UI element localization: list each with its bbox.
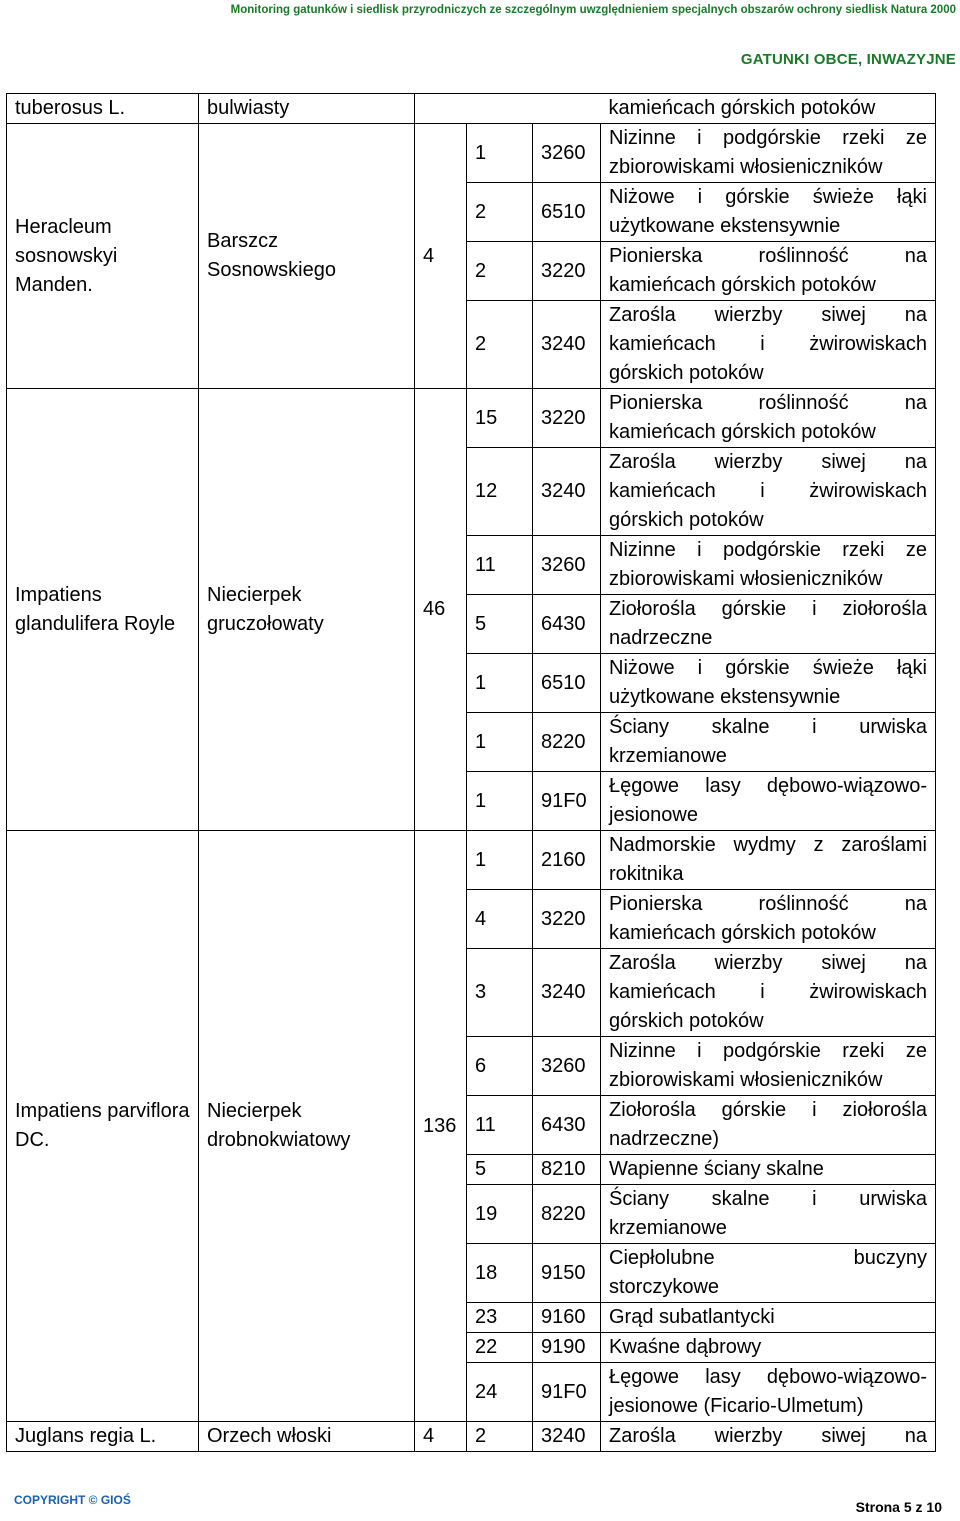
polish-name-cell: bulwiasty	[199, 94, 415, 124]
habitat-cell	[601, 242, 936, 301]
habitat-cell	[601, 1037, 936, 1096]
habitat-cell	[601, 831, 936, 890]
site-count-cell: 22	[467, 1333, 533, 1363]
habitat-line: Ziołorośla górskie i ziołorośla	[609, 598, 927, 620]
habitat-cell	[601, 301, 936, 389]
habitat-cell	[601, 713, 936, 772]
habitat-line: storczykowe	[609, 1276, 720, 1298]
table-row	[7, 124, 936, 183]
habitat-code-cell: 3240	[533, 448, 601, 536]
site-count-cell: 15	[467, 389, 533, 448]
habitat-code-cell: 91F0	[533, 1363, 601, 1422]
habitat-cell	[601, 1422, 936, 1452]
latin-name-cell: Heracleum sosnowskyi Manden.	[7, 124, 199, 389]
habitat-line: zbiorowiskami włosieniczników	[609, 156, 883, 178]
habitat-code-cell: 6430	[533, 595, 601, 654]
habitat-line: użytkowane ekstensywnie	[609, 686, 841, 708]
habitat-line: Zarośla wierzby siwej na	[609, 1425, 927, 1447]
site-count-cell: 5	[467, 1155, 533, 1185]
habitat-code-cell: 6510	[533, 654, 601, 713]
site-count-cell: 11	[467, 536, 533, 595]
habitat-line: użytkowane ekstensywnie	[609, 215, 841, 237]
habitat-cell	[601, 772, 936, 831]
section-title: GATUNKI OBCE, INWAZYJNE	[740, 51, 956, 68]
footer-copyright: COPYRIGHT © GIOŚ	[14, 1493, 131, 1507]
count-cell: 136	[415, 831, 467, 1422]
latin-name-cell: tuberosus L.	[7, 94, 199, 124]
habitat-line: Pionierska roślinność na	[609, 392, 927, 414]
habitat-code-cell: 3260	[533, 124, 601, 183]
site-count-cell: 1	[467, 654, 533, 713]
site-count-cell: 2	[467, 1422, 533, 1452]
habitat-line: górskich potoków	[609, 509, 764, 531]
habitat-code-cell: 6430	[533, 1096, 601, 1155]
habitat-code-cell: 3220	[533, 242, 601, 301]
habitat-cell	[601, 1155, 936, 1185]
habitat-line: Nizinne i podgórskie rzeki ze	[609, 1040, 927, 1062]
habitat-line: krzemianowe	[609, 1217, 727, 1239]
habitat-code-cell: 3240	[533, 301, 601, 389]
habitat-cell	[601, 1244, 936, 1303]
site-count-cell: 12	[467, 448, 533, 536]
habitat-cell	[601, 1333, 936, 1363]
habitat-cell	[601, 1096, 936, 1155]
habitat-code-cell: 3240	[533, 949, 601, 1037]
habitat-line: rokitnika	[609, 863, 684, 885]
site-count-cell: 4	[467, 890, 533, 949]
habitat-code-cell: 3260	[533, 1037, 601, 1096]
habitat-code-cell: 91F0	[533, 772, 601, 831]
table-row	[7, 831, 936, 890]
habitat-code-cell: 9150	[533, 1244, 601, 1303]
count-cell: 4	[415, 124, 467, 389]
habitat-cell	[601, 949, 936, 1037]
habitat-code-cell: 6510	[533, 183, 601, 242]
habitat-line: górskich potoków	[609, 1010, 764, 1032]
habitat-line: górskich potoków	[609, 362, 764, 384]
habitat-line: Ziołorośla górskie i ziołorośla	[609, 1099, 927, 1121]
table-row	[7, 94, 936, 124]
habitat-line: Zarośla wierzby siwej na	[609, 304, 927, 326]
site-count-cell: 6	[467, 1037, 533, 1096]
site-count-cell: 3	[467, 949, 533, 1037]
habitat-line: Zarośla wierzby siwej na	[609, 451, 927, 473]
habitat-cell	[601, 654, 936, 713]
habitat-line: kamieńcach górskich potoków	[609, 274, 876, 296]
habitat-line: Ściany skalne i urwiska	[609, 1188, 927, 1210]
polish-name-cell: Barszcz Sosnowskiego	[199, 124, 415, 389]
habitat-cell: kamieńcach górskich potoków	[601, 94, 936, 124]
habitat-line: Nadmorskie wydmy z zaroślami	[609, 834, 927, 856]
site-count-cell: 19	[467, 1185, 533, 1244]
habitat-cell	[601, 536, 936, 595]
latin-name-cell: Juglans regia L.	[7, 1422, 199, 1452]
habitat-line: Wapienne ściany skalne	[609, 1158, 824, 1180]
site-count-cell: 5	[467, 595, 533, 654]
habitat-code-cell: 8210	[533, 1155, 601, 1185]
habitat-line: Pionierska roślinność na	[609, 893, 927, 915]
site-count-cell: 2	[467, 183, 533, 242]
habitat-code-cell: 3220	[533, 389, 601, 448]
habitat-cell	[601, 183, 936, 242]
site-count-cell: 24	[467, 1363, 533, 1422]
habitat-line: Łęgowe lasy dębowo-wiązowo-	[609, 1366, 927, 1388]
habitat-line: nadrzeczne)	[609, 1128, 720, 1150]
habitat-line: Kwaśne dąbrowy	[609, 1336, 762, 1358]
habitat-cell	[601, 1185, 936, 1244]
habitat-code-cell: 8220	[533, 1185, 601, 1244]
habitat-line: zbiorowiskami włosieniczników	[609, 568, 883, 590]
habitat-line: kamieńcach i żwirowiskach	[609, 981, 927, 1003]
table-body	[7, 94, 936, 1452]
latin-name-cell: Impatiens glandulifera Royle	[7, 389, 199, 831]
site-count-cell: 1	[467, 831, 533, 890]
habitat-line: Łęgowe lasy dębowo-wiązowo-	[609, 775, 927, 797]
habitat-line: Pionierska roślinność na	[609, 245, 927, 267]
habitat-code-cell: 2160	[533, 831, 601, 890]
habitat-line: kamieńcach i żwirowiskach	[609, 333, 927, 355]
polish-name-cell: Orzech włoski	[199, 1422, 415, 1452]
habitat-code-cell: 8220	[533, 713, 601, 772]
site-count-cell: 2	[467, 301, 533, 389]
empty-cell	[415, 94, 601, 124]
habitat-line: kamieńcach górskich potoków	[609, 922, 876, 944]
habitat-cell	[601, 1363, 936, 1422]
document-header-title: Monitoring gatunków i siedlisk przyrodniczych ze szczególnym uwzględnieniem specjalnych obszarów ochrony siedlisk Natura 2000	[230, 4, 956, 16]
habitat-line: Ściany skalne i urwiska	[609, 716, 927, 738]
habitat-code-cell: 3220	[533, 890, 601, 949]
site-count-cell: 23	[467, 1303, 533, 1333]
habitat-line: kamieńcach i żwirowiskach	[609, 480, 927, 502]
habitat-line: Nizinne i podgórskie rzeki ze	[609, 127, 927, 149]
habitat-cell	[601, 124, 936, 183]
site-count-cell: 1	[467, 124, 533, 183]
habitat-line: jesionowe	[609, 804, 698, 826]
habitat-line: zbiorowiskami włosieniczników	[609, 1069, 883, 1091]
species-habitat-table	[6, 93, 936, 1452]
habitat-line: Zarośla wierzby siwej na	[609, 952, 927, 974]
habitat-line: kamieńcach górskich potoków	[609, 421, 876, 443]
site-count-cell: 11	[467, 1096, 533, 1155]
habitat-line: Nizinne i podgórskie rzeki ze	[609, 539, 927, 561]
habitat-code-cell: 9160	[533, 1303, 601, 1333]
habitat-cell	[601, 1303, 936, 1333]
site-count-cell: 2	[467, 242, 533, 301]
polish-name-cell: Niecierpek drobnokwiatowy	[199, 831, 415, 1422]
table-row	[7, 1422, 936, 1452]
site-count-cell: 1	[467, 772, 533, 831]
habitat-cell	[601, 448, 936, 536]
habitat-line: krzemianowe	[609, 745, 727, 767]
habitat-line: nadrzeczne	[609, 627, 713, 649]
table-row	[7, 389, 936, 448]
habitat-code-cell: 3240	[533, 1422, 601, 1452]
site-count-cell: 1	[467, 713, 533, 772]
habitat-line: Niżowe i górskie świeże łąki	[609, 657, 927, 679]
habitat-cell	[601, 595, 936, 654]
habitat-line: Ciepłolubne buczyny	[609, 1247, 927, 1269]
count-cell: 4	[415, 1422, 467, 1452]
habitat-cell	[601, 389, 936, 448]
habitat-line: jesionowe (Ficario-Ulmetum)	[609, 1395, 864, 1417]
habitat-line: Grąd subatlantycki	[609, 1306, 775, 1328]
habitat-line: Niżowe i górskie świeże łąki	[609, 186, 927, 208]
polish-name-cell: Niecierpek gruczołowaty	[199, 389, 415, 831]
latin-name-cell: Impatiens parviflora DC.	[7, 831, 199, 1422]
habitat-cell	[601, 890, 936, 949]
site-count-cell: 18	[467, 1244, 533, 1303]
habitat-code-cell: 3260	[533, 536, 601, 595]
count-cell: 46	[415, 389, 467, 831]
page-number: Strona 5 z 10	[855, 1499, 942, 1515]
habitat-code-cell: 9190	[533, 1333, 601, 1363]
